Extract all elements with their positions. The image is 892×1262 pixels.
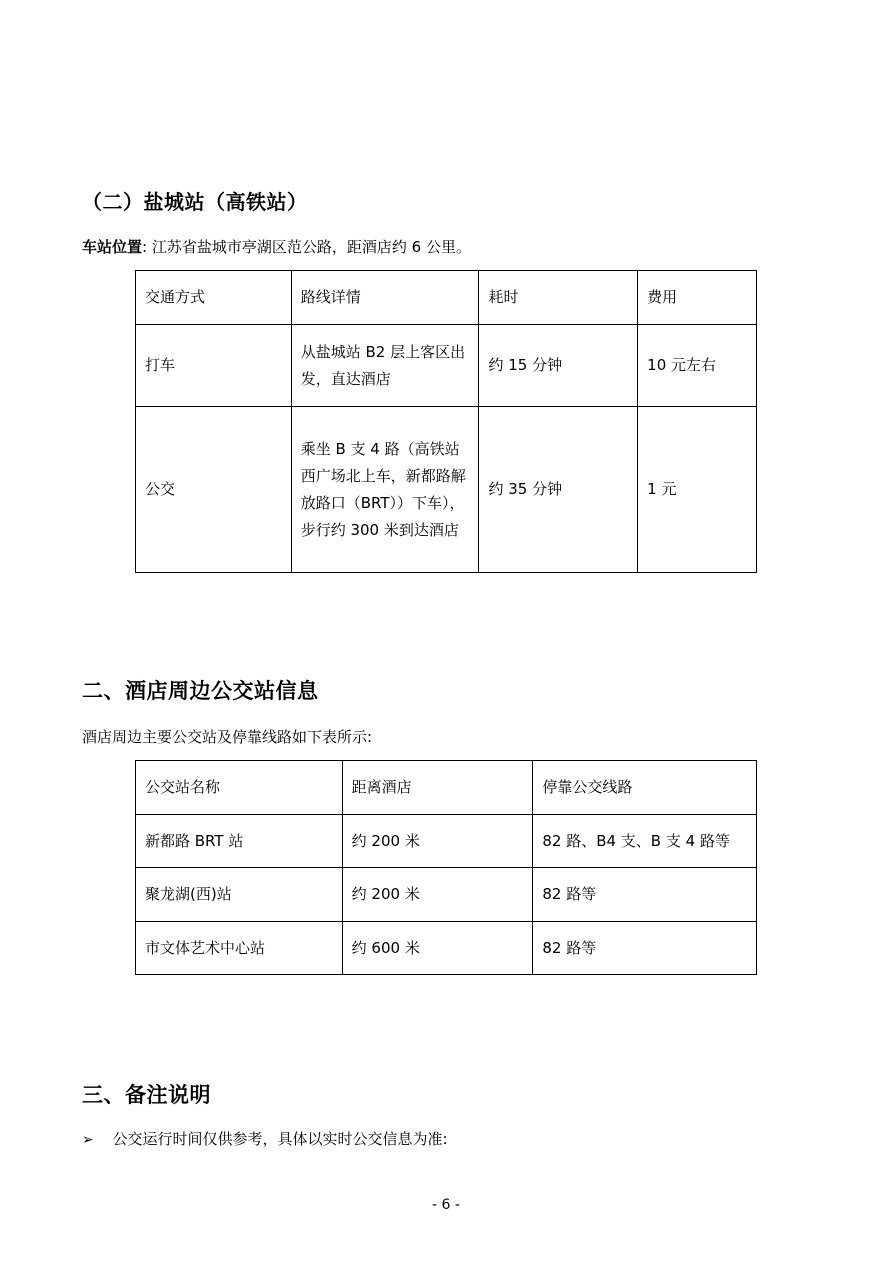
table-cell: 约 200 米 [342,815,533,868]
table-header-cell: 停靠公交线路 [533,761,757,815]
table-cell: 10 元左右 [638,325,757,407]
table-row [136,815,757,868]
section-title-yancheng-station: （二）盐城站（高铁站） [82,190,308,214]
table-cell: 1 元 [638,407,757,573]
station-location-colon: : [142,238,148,256]
table-cell: 打车 [136,325,292,407]
table-header-row [136,761,757,815]
table-header-cell: 公交站名称 [136,761,343,815]
table-cell: 约 600 米 [342,922,533,975]
section-title-notes: 三、备注说明 [82,1083,211,1107]
notes-bullet-item [82,1128,448,1151]
table-header-cell: 距离酒店 [342,761,533,815]
section-title-bus-stops: 二、酒店周边公交站信息 [82,679,319,703]
table-header-cell: 耗时 [479,271,638,325]
table-cell: 新都路 BRT 站 [136,815,343,868]
table-cell: 市文体艺术中心站 [136,922,343,975]
table-header-cell: 交通方式 [136,271,292,325]
table-header-cell: 路线详情 [291,271,479,325]
table-cell: 公交 [136,407,292,573]
table-row [136,325,757,407]
page-number: - 6 - [432,1197,460,1213]
table-header-cell: 费用 [638,271,757,325]
notes-bullet-text: 公交运行时间仅供参考，具体以实时公交信息为准: [112,1130,448,1148]
bus-stop-table [135,760,757,975]
table-cell: 82 路等 [533,868,757,922]
table-cell: 从盐城站 B2 层上客区出发，直达酒店 [291,325,479,407]
transport-table [135,270,757,573]
table-row [136,407,757,573]
table-header-row [136,271,757,325]
table-row [136,922,757,975]
station-location-text: 江苏省盐城市亭湖区范公路，距酒店约 6 公里。 [151,238,471,256]
table-cell: 82 路、B4 支、B 支 4 路等 [533,815,757,868]
arrow-bullet-icon: ➢ [82,1132,94,1148]
table-cell: 聚龙湖(西)站 [136,868,343,922]
table-cell: 82 路等 [533,922,757,975]
station-location-line [82,236,471,258]
table-cell: 约 200 米 [342,868,533,922]
table-row [136,868,757,922]
station-location-label: 车站位置 [82,238,143,256]
table-cell: 乘坐 B 支 4 路（高铁站西广场北上车，新都路解放路口（BRT））下车），步行约 300 米到达酒店 [291,407,479,573]
table-cell: 约 35 分钟 [479,407,638,573]
table-cell: 约 15 分钟 [479,325,638,407]
bus-stops-intro: 酒店周边主要公交站及停靠线路如下表所示: [82,728,373,746]
